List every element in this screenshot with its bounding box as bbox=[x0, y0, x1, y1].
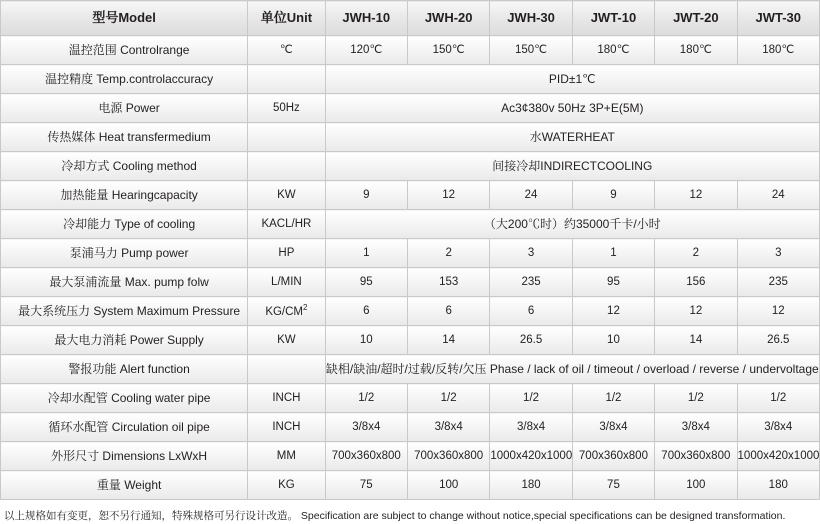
row-value: 14 bbox=[407, 326, 489, 355]
header-unit: 单位Unit bbox=[248, 1, 325, 36]
row-label: 外形尺寸 Dimensions LxWxH bbox=[1, 442, 248, 471]
row-value: 12 bbox=[737, 297, 819, 326]
row-value: 12 bbox=[407, 181, 489, 210]
row-value: 24 bbox=[737, 181, 819, 210]
row-label: 冷却能力 Type of cooling bbox=[1, 210, 248, 239]
row-value: 3 bbox=[490, 239, 572, 268]
footnote-text: 以上规格如有变更，恕不另行通知，特殊规格可另行设计改造。 Specification are subject to change without notice,special specifications can be designed transformation. bbox=[4, 510, 786, 522]
row-unit: L/MIN bbox=[248, 268, 325, 297]
table-row bbox=[1, 326, 820, 355]
row-unit: 50Hz bbox=[248, 94, 325, 123]
row-value: 3/8x4 bbox=[490, 413, 572, 442]
header-jwh-30: JWH-30 bbox=[490, 1, 572, 36]
row-value: 95 bbox=[572, 268, 654, 297]
row-value: 95 bbox=[325, 268, 407, 297]
row-label: 冷却方式 Cooling method bbox=[1, 152, 248, 181]
row-unit bbox=[248, 297, 325, 326]
row-value: 153 bbox=[407, 268, 489, 297]
row-value: 9 bbox=[325, 181, 407, 210]
row-unit: KW bbox=[248, 181, 325, 210]
row-value: 24 bbox=[490, 181, 572, 210]
row-value: 3/8x4 bbox=[325, 413, 407, 442]
row-label: 循环水配管 Circulation oil pipe bbox=[1, 413, 248, 442]
row-value: 1/2 bbox=[655, 384, 737, 413]
row-value: 180 bbox=[490, 471, 572, 500]
row-merged-value: 水WATERHEAT bbox=[325, 123, 819, 152]
row-label: 最大系统压力 System Maximum Pressure bbox=[1, 297, 248, 326]
row-label: 最大电力消耗 Power Supply bbox=[1, 326, 248, 355]
row-value: 14 bbox=[655, 326, 737, 355]
row-value: 3/8x4 bbox=[655, 413, 737, 442]
header-jwh-10: JWH-10 bbox=[325, 1, 407, 36]
row-label: 传热媒体 Heat transfermedium bbox=[1, 123, 248, 152]
table-row bbox=[1, 181, 820, 210]
row-merged-value: （大200℃时）约35000千卡/小时 bbox=[325, 210, 819, 239]
table-row bbox=[1, 239, 820, 268]
row-value: 235 bbox=[490, 268, 572, 297]
row-unit: MM bbox=[248, 442, 325, 471]
row-value: 75 bbox=[572, 471, 654, 500]
header-jwt-10: JWT-10 bbox=[572, 1, 654, 36]
row-merged-value: Ac3¢380v 50Hz 3P+E(5M) bbox=[325, 94, 819, 123]
row-value: 235 bbox=[737, 268, 819, 297]
row-value: 100 bbox=[655, 471, 737, 500]
row-merged-value: 间接冷却INDIRECTCOOLING bbox=[325, 152, 819, 181]
row-value: 700x360x800 bbox=[655, 442, 737, 471]
row-unit bbox=[248, 152, 325, 181]
row-unit: INCH bbox=[248, 384, 325, 413]
header-model: 型号Model bbox=[1, 1, 248, 36]
table-row bbox=[1, 36, 820, 65]
row-value: 12 bbox=[655, 181, 737, 210]
table-row bbox=[1, 94, 820, 123]
row-unit-base: KG/CM bbox=[265, 305, 304, 318]
table-row bbox=[1, 471, 820, 500]
table-header-row bbox=[1, 1, 820, 36]
row-value: 156 bbox=[655, 268, 737, 297]
row-value: 120℃ bbox=[325, 36, 407, 65]
row-value: 180℃ bbox=[655, 36, 737, 65]
table-row bbox=[1, 152, 820, 181]
row-merged-value: 缺相/缺油/超时/过载/反转/欠压 Phase / lack of oil / timeout / overload / reverse / undervoltage bbox=[325, 355, 819, 384]
table-row bbox=[1, 442, 820, 471]
row-value: 10 bbox=[572, 326, 654, 355]
row-value: 180℃ bbox=[737, 36, 819, 65]
row-value: 700x360x800 bbox=[325, 442, 407, 471]
row-value: 1/2 bbox=[407, 384, 489, 413]
row-label: 警报功能 Alert function bbox=[1, 355, 248, 384]
table-row bbox=[1, 268, 820, 297]
table-row bbox=[1, 384, 820, 413]
row-value: 150℃ bbox=[407, 36, 489, 65]
table-row bbox=[1, 297, 820, 326]
row-label: 温控范围 Controlrange bbox=[1, 36, 248, 65]
table-row bbox=[1, 413, 820, 442]
row-label: 加热能量 Hearingcapacity bbox=[1, 181, 248, 210]
row-value: 1/2 bbox=[737, 384, 819, 413]
row-value: 3 bbox=[737, 239, 819, 268]
row-value: 100 bbox=[407, 471, 489, 500]
row-value: 1 bbox=[572, 239, 654, 268]
row-label: 冷却水配管 Cooling water pipe bbox=[1, 384, 248, 413]
row-unit-superscript: 2 bbox=[303, 302, 308, 312]
row-value: 12 bbox=[655, 297, 737, 326]
row-value: 700x360x800 bbox=[572, 442, 654, 471]
row-label: 电源 Power bbox=[1, 94, 248, 123]
row-value: 9 bbox=[572, 181, 654, 210]
row-unit: ℃ bbox=[248, 36, 325, 65]
row-value: 3/8x4 bbox=[407, 413, 489, 442]
row-value: 3/8x4 bbox=[572, 413, 654, 442]
row-value: 700x360x800 bbox=[407, 442, 489, 471]
row-value: 2 bbox=[655, 239, 737, 268]
row-unit: HP bbox=[248, 239, 325, 268]
row-value: 1/2 bbox=[572, 384, 654, 413]
row-unit bbox=[248, 123, 325, 152]
header-jwh-20: JWH-20 bbox=[407, 1, 489, 36]
row-label: 泵浦马力 Pump power bbox=[1, 239, 248, 268]
row-unit: INCH bbox=[248, 413, 325, 442]
row-unit bbox=[248, 355, 325, 384]
table-row bbox=[1, 355, 820, 384]
table-row bbox=[1, 123, 820, 152]
row-value: 26.5 bbox=[490, 326, 572, 355]
header-jwt-30: JWT-30 bbox=[737, 1, 819, 36]
row-value: 6 bbox=[325, 297, 407, 326]
header-jwt-20: JWT-20 bbox=[655, 1, 737, 36]
row-value: 150℃ bbox=[490, 36, 572, 65]
row-value: 2 bbox=[407, 239, 489, 268]
row-value: 1000x420x1000 bbox=[737, 442, 819, 471]
row-value: 1/2 bbox=[490, 384, 572, 413]
table-body bbox=[1, 36, 820, 500]
row-merged-value: PID±1℃ bbox=[325, 65, 819, 94]
row-value: 6 bbox=[407, 297, 489, 326]
row-value: 6 bbox=[490, 297, 572, 326]
row-unit: KACL/HR bbox=[248, 210, 325, 239]
row-value: 1 bbox=[325, 239, 407, 268]
row-value: 12 bbox=[572, 297, 654, 326]
row-value: 10 bbox=[325, 326, 407, 355]
row-label: 最大泵浦流量 Max. pump folw bbox=[1, 268, 248, 297]
row-label: 重量 Weight bbox=[1, 471, 248, 500]
row-value: 180 bbox=[737, 471, 819, 500]
row-unit bbox=[248, 65, 325, 94]
table-row bbox=[1, 65, 820, 94]
row-unit: KG bbox=[248, 471, 325, 500]
row-value: 3/8x4 bbox=[737, 413, 819, 442]
row-value: 26.5 bbox=[737, 326, 819, 355]
row-value: 1000x420x1000 bbox=[490, 442, 572, 471]
table-row bbox=[1, 210, 820, 239]
row-value: 1/2 bbox=[325, 384, 407, 413]
row-value: 180℃ bbox=[572, 36, 654, 65]
row-unit: KW bbox=[248, 326, 325, 355]
row-value: 75 bbox=[325, 471, 407, 500]
row-label: 温控精度 Temp.controlaccuracy bbox=[1, 65, 248, 94]
